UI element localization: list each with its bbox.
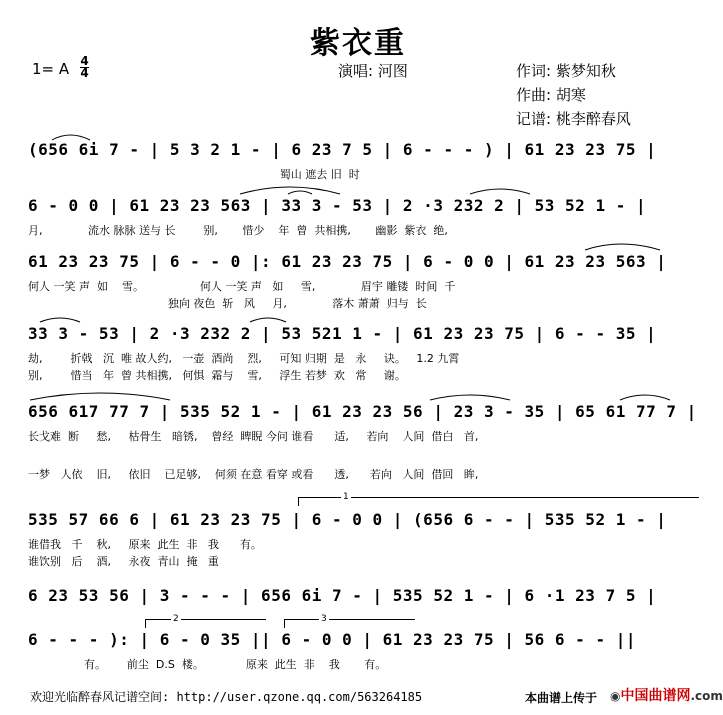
transcriber-credit: 记谱: 桃李醉春风 [516, 110, 631, 128]
volta-number: 2 [173, 614, 179, 624]
volta-number: 1 [343, 492, 349, 502]
notation-line: 6 23 53 56 | 3 - - - | 656 6i 7 - | 535 52 1 - | 6 ·1 23 7 5 | [28, 586, 657, 605]
time-sig-top: 4 [80, 54, 89, 68]
logo-suffix: .com [690, 689, 723, 703]
singer-credit: 演唱: 河图 [338, 62, 408, 80]
notation-line: 535 57 66 6 | 61 23 23 75 | 6 - 0 0 | (656 6 - - | 535 52 1 - | [28, 510, 667, 529]
lyrics-line-2: 别, 惜当 年 曾 共相携, 何惧 霜与 雪, 浮生 若梦 欢 常 谢。 [28, 369, 406, 382]
composer-credit: 作曲: 胡寒 [516, 86, 586, 104]
lyrics-line: 有。 前尘 D.S 楼。 原来 此生 非 我 有。 [28, 658, 387, 671]
key-signature: 1= A [32, 60, 70, 78]
notation-line: 61 23 23 75 | 6 - - 0 |: 61 23 23 75 | 6 - 0 0 | 61 23 23 563 | [28, 252, 667, 271]
lyrics-line-2: 谁饮别 后 酒, 永夜 青山 掩 重 [28, 555, 219, 568]
lyrics-line: 何人 一笑 声 如 雪。 何人 一笑 声 如 雪, 眉宇 雕镂 时间 千 [28, 280, 456, 293]
upload-text: 本曲谱上传于 [525, 691, 598, 705]
lyrics-line-2: 独向 夜色 斩 风 月, 落木 萧萧 归与 长 [28, 297, 427, 310]
lyricist-credit: 作词: 紫梦知秋 [516, 62, 616, 80]
logo-text: 中国曲谱网 [620, 688, 691, 704]
lyrics-line-2: 一梦 人依 旧, 依旧 已足够, 何须 在意 看穿 或看 透, 若向 人间 借回 眸, [28, 468, 479, 481]
notation-line: 656 617 77 7 | 535 52 1 - | 61 23 23 56 | 23 3 - 35 | 65 61 77 7 | [28, 402, 697, 421]
site-logo [610, 685, 723, 705]
lyrics-line: 长戈难 断 愁, 枯骨生 暗锈, 曾经 睥睨 今问 谁看 适, 若向 人间 借白 首, [28, 430, 479, 443]
notation-line: 33 3 - 53 | 2 ·3 232 2 | 53 521 1 - | 61 23 23 75 | 6 - - 35 | [28, 324, 657, 343]
lyrics-line: 劫, 折戟 沉 唯 故人约, 一壶 酒尚 烈, 可知 归期 是 永 诀。 1.2 九霄 [28, 352, 460, 365]
footer-text: 欢迎光临醉春风记谱空间: http://user.qzone.qq.com/563264185 [30, 690, 423, 704]
logo-icon: ◉ [610, 689, 621, 703]
volta-number: 3 [321, 614, 327, 624]
time-sig-bottom: 4 [80, 66, 89, 80]
notation-line: 6 - 0 0 | 61 23 23 563 | 33 3 - 53 | 2 ·3 232 2 | 53 52 1 - | [28, 196, 647, 215]
song-title: 紫衣重 [310, 26, 406, 61]
notation-line: (656 6i 7 - | 5 3 2 1 - | 6 23 7 5 | 6 - - - ) | 61 23 23 75 | [28, 140, 657, 159]
lyrics-line: 蜀山 遮去 旧 时 [28, 168, 360, 181]
notation-line: 6 - - - ): | 6 - 0 35 || 6 - 0 0 | 61 23 23 75 | 56 6 - - || [28, 630, 636, 649]
lyrics-line: 谁借我 千 秋, 原来 此生 非 我 有。 [28, 538, 262, 551]
lyrics-line: 月, 流水 脉脉 送与 长 别, 惜少 年 曾 共相携, 幽影 紫衣 绝, [28, 224, 448, 237]
